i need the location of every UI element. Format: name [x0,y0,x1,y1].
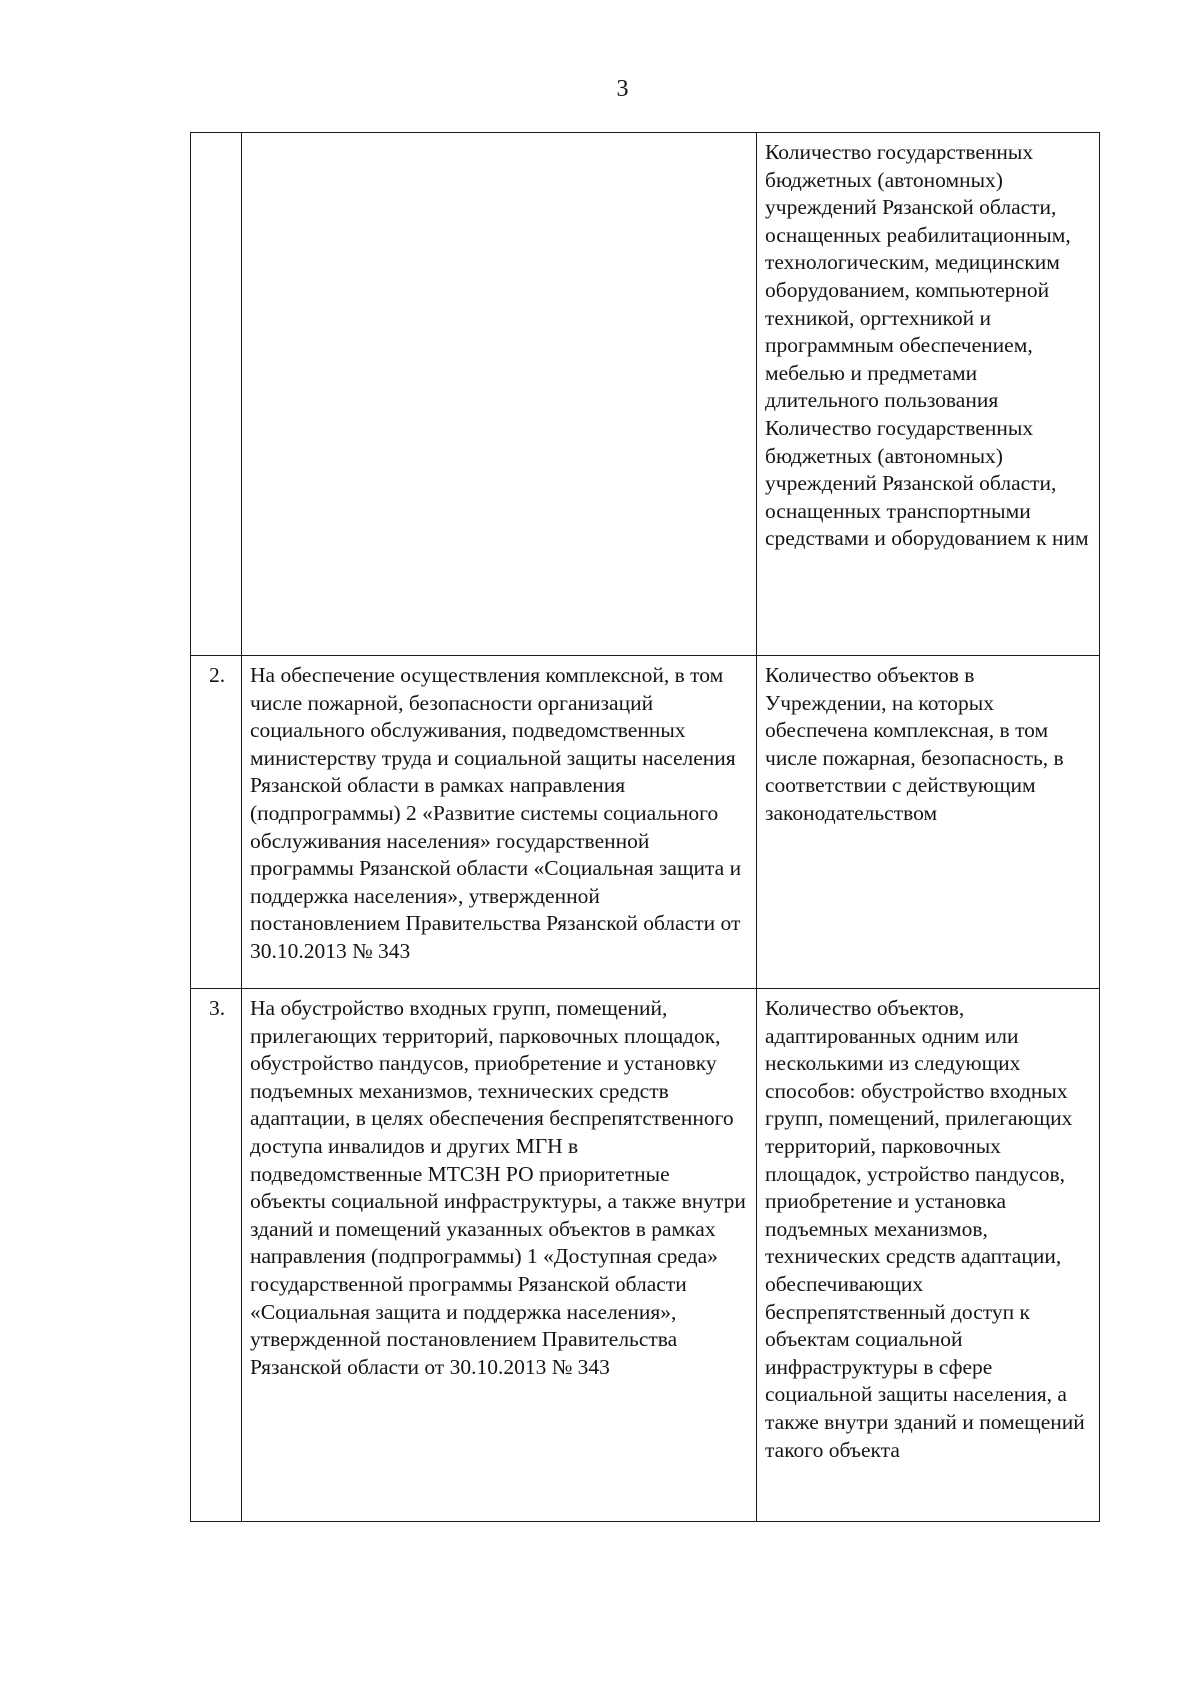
indicator-cell [757,133,1100,656]
measures-table [190,132,1100,1522]
indicator-cell [757,656,1100,989]
indicator-text: Количество государственных бюджетных (автономных) учреждений Рязанской области, оснащенных реабилитационным, технологическим, медицинским оборудованием, компьютерной техникой, оргтехникой и программным обеспечением, мебелью и предметами длительного пользования [765,140,1071,413]
page-number: 3 [616,76,629,102]
row-number-cell: 2. [191,656,242,989]
description-cell [242,133,757,656]
indicator-cell [757,989,1100,1522]
description-cell: На обустройство входных групп, помещений, прилегающих территорий, парковочных площадок, обустройство пандусов, приобретение и установку подъемных механизмов, технических средств адаптации, в целях обеспечения беспрепятственного доступа инвалидов и других МГН в подведомственные МТСЗН РО приоритетные объекты социальной инфраструктуры, а также внутри зданий и помещений указанных объектов в рамках направления (подпрограммы) 1 «Доступная среда» государственной программы Рязанской области «Социальная защита и поддержка населения», утвержденной постановлением Правительства Рязанской области от 30.10.2013 № 343 [242,989,757,1522]
row-number-cell: 3. [191,989,242,1522]
table-row [191,989,1100,1522]
description-cell: На обеспечение осуществления комплексной, в том числе пожарной, безопасности организаций социального обслуживания, подведомственных министерству труда и социальной защиты населения Рязанской области в рамках направления (подпрограммы) 2 «Развитие системы социального обслуживания населения» государственной программы Рязанской области «Социальная защита и поддержка населения», утвержденной постановлением Правительства Рязанской области от 30.10.2013 № 343 [242,656,757,989]
indicator-text: Количество государственных бюджетных (автономных) учреждений Рязанской области, оснащенных транспортными средствами и оборудованием к ним [765,415,1089,551]
table-row [191,656,1100,989]
indicator-text: Количество объектов, адаптированных одним или несколькими из следующих способов: обустройство входных групп, помещений, прилегающих территорий, парковочных площадок, устройство пандусов, приобретение и установка подъемных механизмов, технических средств адаптации, обеспечивающих беспрепятственный доступ к объектам социальной инфраструктуры в сфере социальной защиты населения, а также внутри зданий и помещений такого объекта [765,996,1085,1462]
table-row [191,133,1100,656]
indicator-text: Количество объектов в Учреждении, на которых обеспечена комплексная, в том числе пожарная, безопасность, в соответствии с действующим законодательством [765,663,1064,825]
row-number-cell [191,133,242,656]
